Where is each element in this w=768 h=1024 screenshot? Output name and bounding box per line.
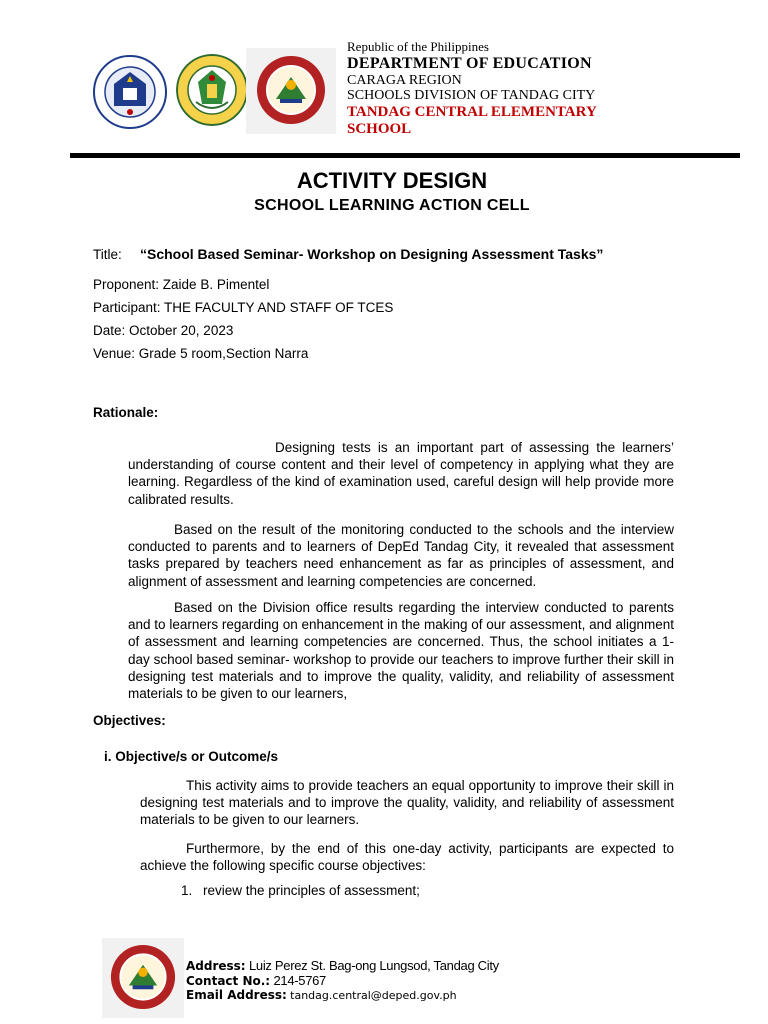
- header-republic: Republic of the Philippines: [347, 39, 489, 54]
- division-seal-icon: [176, 54, 248, 126]
- list-item-text: review the principles of assessment;: [203, 883, 420, 898]
- footer-email-value: tandag.central@deped.gov.ph: [290, 989, 457, 1002]
- footer-address: [186, 958, 499, 973]
- objectives-paragraph-1-text: This activity aims to provide teachers an equal opportunity to improve their skill in designing test materials and to improve the quality, validity, and reliability of assessment materials to be given to our learners.: [140, 778, 674, 828]
- rationale-paragraph-2-text: Based on the result of the monitoring conducted to the schools and the interview conducted to parents and to learners of DepEd Tandag City, it revealed that assessment tasks prepared by teachers need enhancement as far as principles of assessment, and alignment of assessment and learning competencies are concerned.: [128, 522, 674, 589]
- footer-contact-label: Contact No.:: [186, 974, 271, 988]
- rationale-heading: Rationale:: [93, 405, 159, 420]
- footer-contact-value: 214-5767: [273, 973, 326, 988]
- objective-subheading: i. Objective/s or Outcome/s: [104, 749, 279, 764]
- participant: Participant: THE FACULTY AND STAFF OF TCES: [93, 300, 394, 315]
- document-title: ACTIVITY DESIGN: [296, 168, 488, 193]
- objectives-paragraph-2: [140, 840, 674, 874]
- header-school-name-line1: TANDAG CENTRAL ELEMENTARY: [347, 104, 597, 120]
- document-subtitle: SCHOOL LEARNING ACTION CELL: [254, 197, 530, 214]
- venue: Venue: Grade 5 room,Section Narra: [93, 346, 309, 361]
- footer-email-label: Email Address:: [186, 988, 287, 1002]
- rationale-paragraph-3-text: Based on the Division office results regarding the interview conducted to parents and to learners regarding on enhancement in the making of our assessment, and alignment of assessment and learning competencies are concerned. Thus, the school initiates a 1-day school based seminar- workshop to provide our teachers to improve further their skill in designing test materials and to improve the quality, validity, and reliability of assessment materials to be given to our learners,: [128, 600, 674, 702]
- list-item: [181, 883, 420, 898]
- header-divider: [70, 153, 740, 158]
- list-item-number: 1.: [181, 883, 193, 898]
- rationale-paragraph-2: [128, 521, 674, 590]
- title-label: Title:: [93, 247, 122, 262]
- deped-seal-icon: [92, 54, 168, 130]
- header-region: CARAGA REGION: [347, 73, 462, 88]
- rationale-paragraph-1: [128, 439, 674, 508]
- header-division: SCHOOLS DIVISION OF TANDAG CITY: [347, 88, 596, 103]
- school-seal-icon: [256, 55, 326, 125]
- school-seal-icon: [110, 944, 176, 1010]
- objectives-paragraph-2-text: Furthermore, by the end of this one-day activity, participants are expected to achieve the following specific course objectives:: [140, 841, 674, 874]
- title-value: “School Based Seminar- Workshop on Designing Assessment Tasks”: [140, 246, 604, 262]
- objectives-heading: Objectives:: [93, 713, 166, 728]
- header-department: DEPARTMENT OF EDUCATION: [347, 55, 592, 72]
- date: Date: October 20, 2023: [93, 323, 234, 338]
- footer-address-value: Luiz Perez St. Bag-ong Lungsod, Tandag City: [248, 958, 499, 973]
- footer-contact: [186, 973, 326, 988]
- proponent: Proponent: Zaide B. Pimentel: [93, 277, 270, 292]
- footer-email: [186, 988, 457, 1002]
- objectives-paragraph-1: [140, 777, 674, 829]
- header-school-name-line2: SCHOOL: [347, 121, 412, 137]
- footer-address-label: Address:: [186, 959, 246, 973]
- rationale-paragraph-3: [128, 599, 674, 702]
- rationale-paragraph-1-text: Designing tests is an important part of assessing the learners’ understanding of course content and their level of competency in applying what they are learning. Regardless of the kind of examination used, careful design will help provide more calibrated results.: [128, 440, 674, 507]
